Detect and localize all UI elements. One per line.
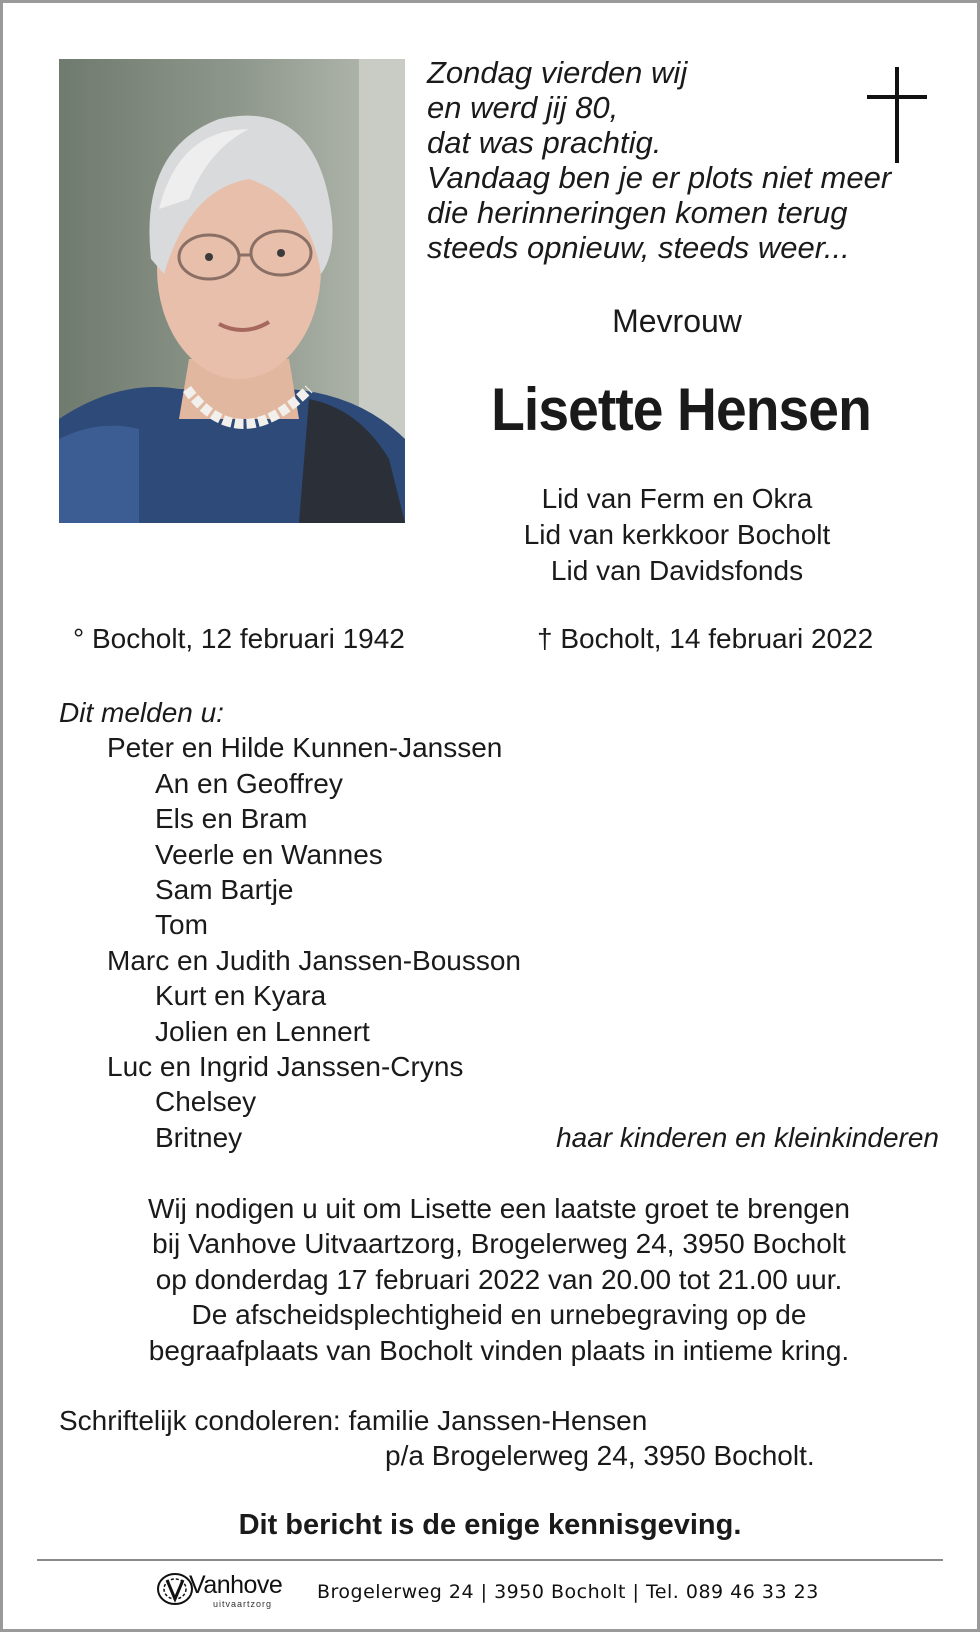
family-child: Britney <box>155 1121 243 1153</box>
poem-line: steeds opnieuw, steeds weer... <box>427 230 850 265</box>
portrait-illustration <box>59 59 405 523</box>
death-text: Bocholt, 14 februari 2022 <box>560 623 874 654</box>
condolence-family: familie Janssen-Hensen <box>348 1405 648 1436</box>
poem <box>427 55 897 265</box>
condolence-line <box>59 1403 815 1438</box>
footer <box>155 1569 855 1613</box>
footer-address: Brogelerweg 24 | 3950 Bocholt | Tel. 089 46 33 23 <box>317 1581 819 1603</box>
deceased-name: Lisette Hensen <box>491 376 871 443</box>
membership-item: Lid van Davidsfonds <box>550 555 804 586</box>
poem-line: Vandaag ben je er plots niet meer <box>427 160 892 195</box>
poem-line: en werd jij 80, <box>427 90 619 125</box>
birth-date <box>73 623 405 655</box>
family-child: Sam Bartje <box>155 873 294 905</box>
family-intro: Dit melden u: <box>59 697 224 728</box>
condolence <box>59 1403 815 1474</box>
invitation-line: De afscheidsplechtigheid en urnebegraving op de <box>191 1299 807 1331</box>
invitation <box>59 1191 939 1368</box>
family-parents: Luc en Ingrid Janssen-Cryns <box>107 1050 464 1082</box>
cross-icon <box>867 67 927 163</box>
death-symbol: † <box>537 623 553 654</box>
birth-symbol: ° <box>73 623 85 654</box>
family-child: Veerle en Wannes <box>155 838 383 870</box>
family-caption: haar kinderen en kleinkinderen <box>556 1121 939 1153</box>
footer-divider <box>37 1559 943 1561</box>
membership-item: Lid van Ferm en Okra <box>541 483 813 514</box>
family-child: Tom <box>155 909 208 941</box>
invitation-line: begraafplaats van Bocholt vinden plaats in intieme kring. <box>148 1334 850 1366</box>
brand-name: Vanhove <box>189 1571 283 1599</box>
family-child: Kurt en Kyara <box>155 980 327 1012</box>
family-parents: Peter en Hilde Kunnen-Janssen <box>107 732 503 764</box>
family-child: Jolien en Lennert <box>155 1015 370 1047</box>
death-date <box>537 623 873 655</box>
family-child: An en Geoffrey <box>155 767 343 799</box>
membership-item: Lid van kerkkoor Bocholt <box>523 519 831 550</box>
memberships <box>427 481 927 589</box>
poem-line: die herinneringen komen terug <box>427 195 848 230</box>
invitation-line: bij Vanhove Uitvaartzorg, Brogelerweg 24, 3950 Bocholt <box>152 1228 846 1260</box>
family-parents: Marc en Judith Janssen-Bousson <box>107 944 521 976</box>
honorific: Mevrouw <box>612 303 742 339</box>
birth-text: Bocholt, 12 februari 1942 <box>91 623 405 654</box>
family-list <box>59 695 939 1155</box>
family-child: Els en Bram <box>155 803 308 835</box>
portrait-photo <box>59 59 405 523</box>
family-child: Chelsey <box>155 1086 257 1118</box>
poem-line: dat was prachtig. <box>427 125 662 160</box>
invitation-line: Wij nodigen u uit om Lisette een laatste groet te brengen <box>148 1193 850 1224</box>
condolence-address: p/a Brogelerweg 24, 3950 Bocholt. <box>385 1440 815 1472</box>
poem-line: Zondag vierden wij <box>427 55 688 90</box>
family-child-last <box>59 1120 939 1155</box>
invitation-line: op donderdag 17 februari 2022 van 20.00 tot 21.00 uur. <box>155 1263 843 1295</box>
brand-subtitle: uitvaartzorg <box>213 1599 273 1609</box>
condolence-label: Schriftelijk condoleren: <box>59 1405 341 1436</box>
sole-notice: Dit bericht is de enige kennisgeving. <box>238 1509 742 1541</box>
